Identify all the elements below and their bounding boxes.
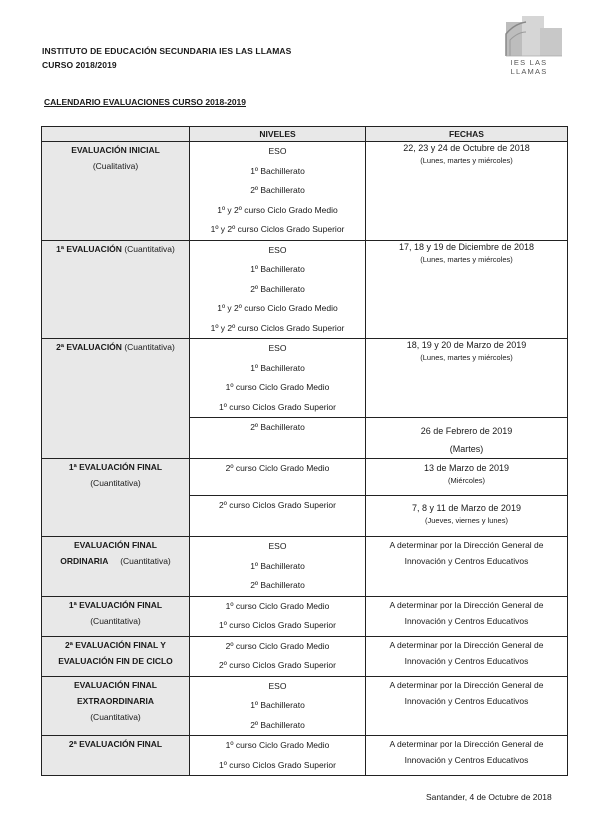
date-text: 22, 23 y 24 de Octubre de 2018 xyxy=(403,143,530,153)
eval-title: EXTRAORDINARIA xyxy=(77,695,154,706)
table-row xyxy=(42,676,568,736)
level-item: 2º curso Ciclos Grado Superior xyxy=(219,660,336,670)
level-item: 1º curso Ciclo Grado Medio xyxy=(225,740,330,750)
level-item: 2º curso Ciclos Grado Superior xyxy=(219,500,336,510)
table-row xyxy=(42,339,568,418)
eval-title: 1ª EVALUACIÓN FINAL xyxy=(68,599,163,610)
level-item: 1º curso Ciclos Grado Superior xyxy=(219,401,336,412)
level-item: 1º Bachillerato xyxy=(250,165,305,176)
levels-cell xyxy=(190,418,366,459)
date-text: 17, 18 y 19 de Diciembre de 2018 xyxy=(398,241,535,252)
levels-cell xyxy=(190,496,366,537)
levels-cell xyxy=(190,142,366,241)
date-text: 13 de Marzo de 2019 xyxy=(423,463,510,473)
eval-title: 2ª EVALUACIÓN FINAL Y xyxy=(65,639,166,650)
eval-title: ORDINARIA xyxy=(60,556,109,566)
eval-subtitle: (Cuantitativa) xyxy=(124,342,175,352)
institution-name: INSTITUTO DE EDUCACIÓN SECUNDARIA IES LAS LLAMAS xyxy=(42,46,292,56)
dates-cell xyxy=(366,496,568,537)
dates-cell xyxy=(366,537,568,597)
date-text: 26 de Febrero de 2019 xyxy=(420,426,513,436)
level-item: 1º Bachillerato xyxy=(250,560,305,571)
levels-cell xyxy=(190,736,366,776)
level-item: 1º curso Ciclo Grado Medio xyxy=(225,600,330,611)
dates-cell xyxy=(366,418,568,459)
level-item: ESO xyxy=(268,680,287,691)
row-label-segunda-evaluacion-final-fin-ciclo xyxy=(42,636,190,676)
document-header xyxy=(42,44,291,72)
row-label-evaluacion-final-extraordinaria xyxy=(42,676,190,736)
date-text: A determinar por la Dirección General de xyxy=(389,679,544,690)
eval-title: EVALUACIÓN FIN DE CICLO xyxy=(58,655,173,666)
level-item: 2º curso Ciclo Grado Medio xyxy=(225,640,330,651)
level-item: 1º Bachillerato xyxy=(250,362,305,373)
days-text: (Jueves, viernes y lunes) xyxy=(425,516,508,525)
level-item: 1º curso Ciclo Grado Medio xyxy=(225,382,330,392)
school-logo xyxy=(492,14,566,76)
level-item: 1º y 2º curso Ciclo Grado Medio xyxy=(217,303,338,313)
level-item: 2º curso Ciclo Grado Medio xyxy=(225,463,330,473)
logo-graphic-icon xyxy=(492,14,566,64)
level-item: 1º y 2º curso Ciclos Grado Superior xyxy=(210,224,345,234)
table-row xyxy=(42,240,568,339)
footer-date: Santander, 4 de Octubre de 2018 xyxy=(426,792,552,802)
header-niveles: NIVELES xyxy=(190,127,366,142)
eval-title: EVALUACIÓN FINAL xyxy=(74,679,157,690)
eval-subtitle: (Cuantitativa) xyxy=(90,711,141,722)
eval-title: EVALUACIÓN FINAL xyxy=(74,540,157,550)
eval-subtitle: (Cuantitativa) xyxy=(120,556,171,566)
date-text: Innovación y Centros Educativos xyxy=(404,755,529,765)
level-item: 1º y 2º curso Ciclos Grado Superior xyxy=(210,322,345,333)
levels-cell xyxy=(190,240,366,339)
table-row xyxy=(42,142,568,241)
dates-cell xyxy=(366,676,568,736)
date-text: 18, 19 y 20 de Marzo de 2019 xyxy=(406,340,527,350)
level-item: 1º Bachillerato xyxy=(250,700,305,710)
days-text: (Lunes, martes y miércoles) xyxy=(420,254,513,264)
table-row xyxy=(42,636,568,676)
table-row xyxy=(42,596,568,636)
dates-cell xyxy=(366,459,568,496)
row-label-evaluacion-inicial xyxy=(42,142,190,241)
levels-cell xyxy=(190,676,366,736)
level-item: 2º Bachillerato xyxy=(250,719,305,730)
levels-cell xyxy=(190,596,366,636)
dates-cell xyxy=(366,736,568,776)
dates-cell xyxy=(366,596,568,636)
table-row xyxy=(42,736,568,776)
eval-subtitle: (Cualitativa) xyxy=(92,161,139,171)
eval-title: EVALUACIÓN INICIAL xyxy=(71,145,160,155)
level-item: 2º Bachillerato xyxy=(250,185,305,195)
dates-cell xyxy=(366,240,568,339)
levels-cell xyxy=(190,339,366,418)
level-item: ESO xyxy=(268,146,287,156)
date-text: A determinar por la Dirección General de xyxy=(389,639,544,650)
level-item: 1º y 2º curso Ciclo Grado Medio xyxy=(217,204,338,215)
logo-text: IES LAS LLAMAS xyxy=(510,58,548,76)
date-text: Innovación y Centros Educativos xyxy=(404,655,529,666)
level-item: ESO xyxy=(268,541,287,551)
levels-cell xyxy=(190,459,366,496)
dates-cell xyxy=(366,339,568,418)
level-item: 2º Bachillerato xyxy=(250,422,305,432)
row-label-evaluacion-final-ordinaria xyxy=(42,537,190,597)
row-label-primera-evaluacion-final-ciclos xyxy=(42,596,190,636)
levels-cell xyxy=(190,537,366,597)
level-item: ESO xyxy=(268,343,287,353)
eval-title: 2ª EVALUACIÓN xyxy=(56,342,122,352)
date-text: A determinar por la Dirección General de xyxy=(389,599,544,610)
days-text: (Martes) xyxy=(449,444,484,454)
eval-title: 1ª EVALUACIÓN FINAL xyxy=(68,462,163,472)
eval-subtitle: (Cuantitativa) xyxy=(124,243,175,254)
course-label: CURSO 2018/2019 xyxy=(42,60,117,70)
date-text: Innovación y Centros Educativos xyxy=(404,556,529,566)
row-label-primera-evaluacion xyxy=(42,240,190,339)
eval-subtitle: (Cuantitativa) xyxy=(90,478,141,488)
page-title: CALENDARIO EVALUACIONES CURSO 2018-2019 xyxy=(44,97,246,107)
level-item: 2º Bachillerato xyxy=(250,580,305,590)
date-text: Innovación y Centros Educativos xyxy=(404,615,529,626)
table-row xyxy=(42,537,568,597)
row-label-segunda-evaluacion-final xyxy=(42,736,190,776)
table-row xyxy=(42,459,568,496)
eval-subtitle: (Cuantitativa) xyxy=(90,615,141,626)
eval-title: 1ª EVALUACIÓN xyxy=(56,243,122,254)
date-text: A determinar por la Dirección General de xyxy=(389,739,544,749)
level-item: 1º curso Ciclos Grado Superior xyxy=(219,759,336,770)
level-item: 1º Bachillerato xyxy=(250,264,305,274)
dates-cell xyxy=(366,636,568,676)
evaluation-calendar-table xyxy=(41,126,568,776)
date-text: Innovación y Centros Educativos xyxy=(404,695,529,706)
days-text: (Miércoles) xyxy=(447,476,486,485)
date-text: 7, 8 y 11 de Marzo de 2019 xyxy=(412,503,521,513)
level-item: 2º Bachillerato xyxy=(250,283,305,294)
header-fechas: FECHAS xyxy=(366,127,568,142)
row-label-primera-evaluacion-final xyxy=(42,459,190,537)
row-label-segunda-evaluacion xyxy=(42,339,190,459)
dates-cell xyxy=(366,142,568,241)
level-item: 1º curso Ciclos Grado Superior xyxy=(219,620,336,630)
level-item: ESO xyxy=(268,244,287,255)
days-text: (Lunes, martes y miércoles) xyxy=(420,156,513,165)
days-text: (Lunes, martes y miércoles) xyxy=(420,353,513,362)
levels-cell xyxy=(190,636,366,676)
eval-title: 2ª EVALUACIÓN FINAL xyxy=(68,739,163,749)
date-text: A determinar por la Dirección General de xyxy=(389,540,544,550)
header-blank-cell xyxy=(42,127,190,142)
